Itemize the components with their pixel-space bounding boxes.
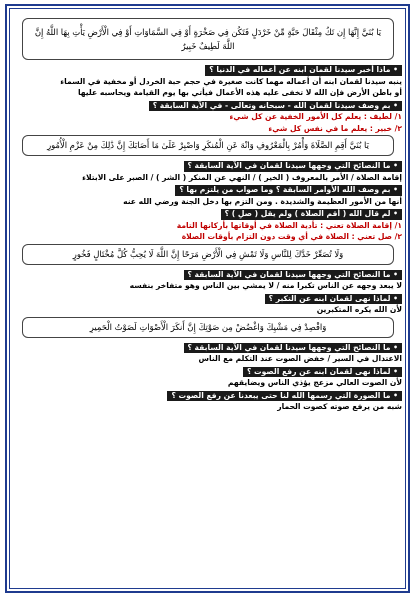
quran-verse-box: يَا بُنَيَّ إِنَّهَا إِن تَكُ مِثْقَالَ حَبَّةٍ مِّنْ خَرْدَلٍ فَتَكُن فِي صَخْرَةٍ أَوْ فِي السَّمَاوَاتِ أَوْ فِي الْأَرْضِ يَأْتِ بِهَا اللَّهُ إِنَّ اللَّهَ لَطِيفٌ خَبِيرٌ: [22, 18, 394, 60]
answer-text: أو باطن الأرض فإن الله لا تخفى عليه هذه الأعمال فيأتي بها يوم القيامة ويحاسبه عليها: [77, 88, 402, 97]
question-heading: • لم قال الله ( أقم الصلاة ) ولم يقل ( صلِ ) ؟: [221, 209, 402, 220]
answer-text: لأن الصوت العالي مزعج يؤذي الناس ويضايقهم: [227, 378, 402, 387]
quran-verse-box: وَاقْصِدْ فِي مَشْيِكَ وَاغْضُضْ مِن صَوْتِكَ إِنَّ أَنكَرَ الْأَصْوَاتِ لَصَوْتُ الْحَمِيرِ: [22, 317, 394, 338]
answer-text: الاعتدال في السير / خفض الصوت عند التكلم مع الناس: [198, 354, 402, 363]
question-heading: • ما النصائح التي وجهها سيدنا لقمان في الآية السابقة ؟: [184, 270, 403, 281]
question-heading: • بم وصف سيدنا لقمان الله - سبحانه وتعالى - في الآية السابقة ؟: [149, 101, 402, 112]
worksheet-content: [14, 18, 402, 414]
answer-text: لأن الله يكره المتكبرين: [316, 305, 402, 314]
answer-text: أنها من الأمور العظيمة والشديدة . ومن التزم بها دخل الجنة ورضي الله عنه: [123, 196, 402, 206]
answer-text: ٢/ صل تعني : الصلاة في أي وقت دون التزام بأوقات الصلاة: [181, 232, 402, 241]
question-heading: • لماذا نهى لقمان ابنه عن رفع الصوت ؟: [243, 367, 402, 378]
answer-text: إقامة الصلاة / الأمر بالمعروف ( الخير ) / النهي عن المنكر ( الشر ) / الصبر على الابتلاء: [82, 172, 402, 182]
question-heading: • ماذا أخبر سيدنا لقمان ابنه عن أعماله في الدنيا ؟: [205, 65, 402, 76]
question-heading: • ما النصائح التي وجهها سيدنا لقمان في الآية السابقة ؟: [184, 343, 403, 354]
answer-text: ينبه سيدنا لقمان ابنه أن أعماله مهما كانت صغيرة في حجم حبة الخردل أو مخفية في السماء: [60, 76, 402, 86]
answer-text: لا يبعد وجهه عن الناس تكبرا منه / لا يمشي بين الناس وهو متفاخر بنفسه: [129, 281, 402, 290]
question-heading: • بم وصف الله الأوامر السابقة ؟ وما صواب من يلتزم بها ؟: [175, 185, 402, 196]
answer-text: ٢/ خبير : يعلم ما في نفس كل شيء: [268, 123, 402, 133]
answer-text: شبه من يرفع صوته كصوت الحمار: [277, 402, 402, 411]
question-heading: • ما النصائح التي وجهها سيدنا لقمان في الآية السابقة ؟: [184, 161, 403, 172]
answer-text: ١/ إقامة الصلاة تعني : تأدية الصلاة في أوقاتها بأركانها التامة: [176, 220, 402, 230]
question-heading: • ما الصورة التي رسمها الله لنا حتى يبعدنا عن رفع الصوت ؟: [167, 391, 402, 402]
question-heading: • لماذا نهى لقمان ابنه عن التكبر ؟: [265, 294, 402, 305]
quran-verse-box: يَا بُنَيَّ أَقِمِ الصَّلَاةَ وَأْمُرْ بِالْمَعْرُوفِ وَانْهَ عَنِ الْمُنكَرِ وَاصْبِرْ عَلَىٰ مَا أَصَابَكَ إِنَّ ذَٰلِكَ مِنْ عَزْمِ الْأُمُورِ: [22, 135, 394, 156]
quran-verse-box: وَلَا تُصَعِّرْ خَدَّكَ لِلنَّاسِ وَلَا تَمْشِ فِي الْأَرْضِ مَرَحًا إِنَّ اللَّهَ لَا يُحِبُّ كُلَّ مُخْتَالٍ فَخُورٍ: [22, 244, 394, 265]
answer-text: ١/ لطيف : يعلم كل الأمور الخفية عن كل شيء: [229, 112, 402, 121]
